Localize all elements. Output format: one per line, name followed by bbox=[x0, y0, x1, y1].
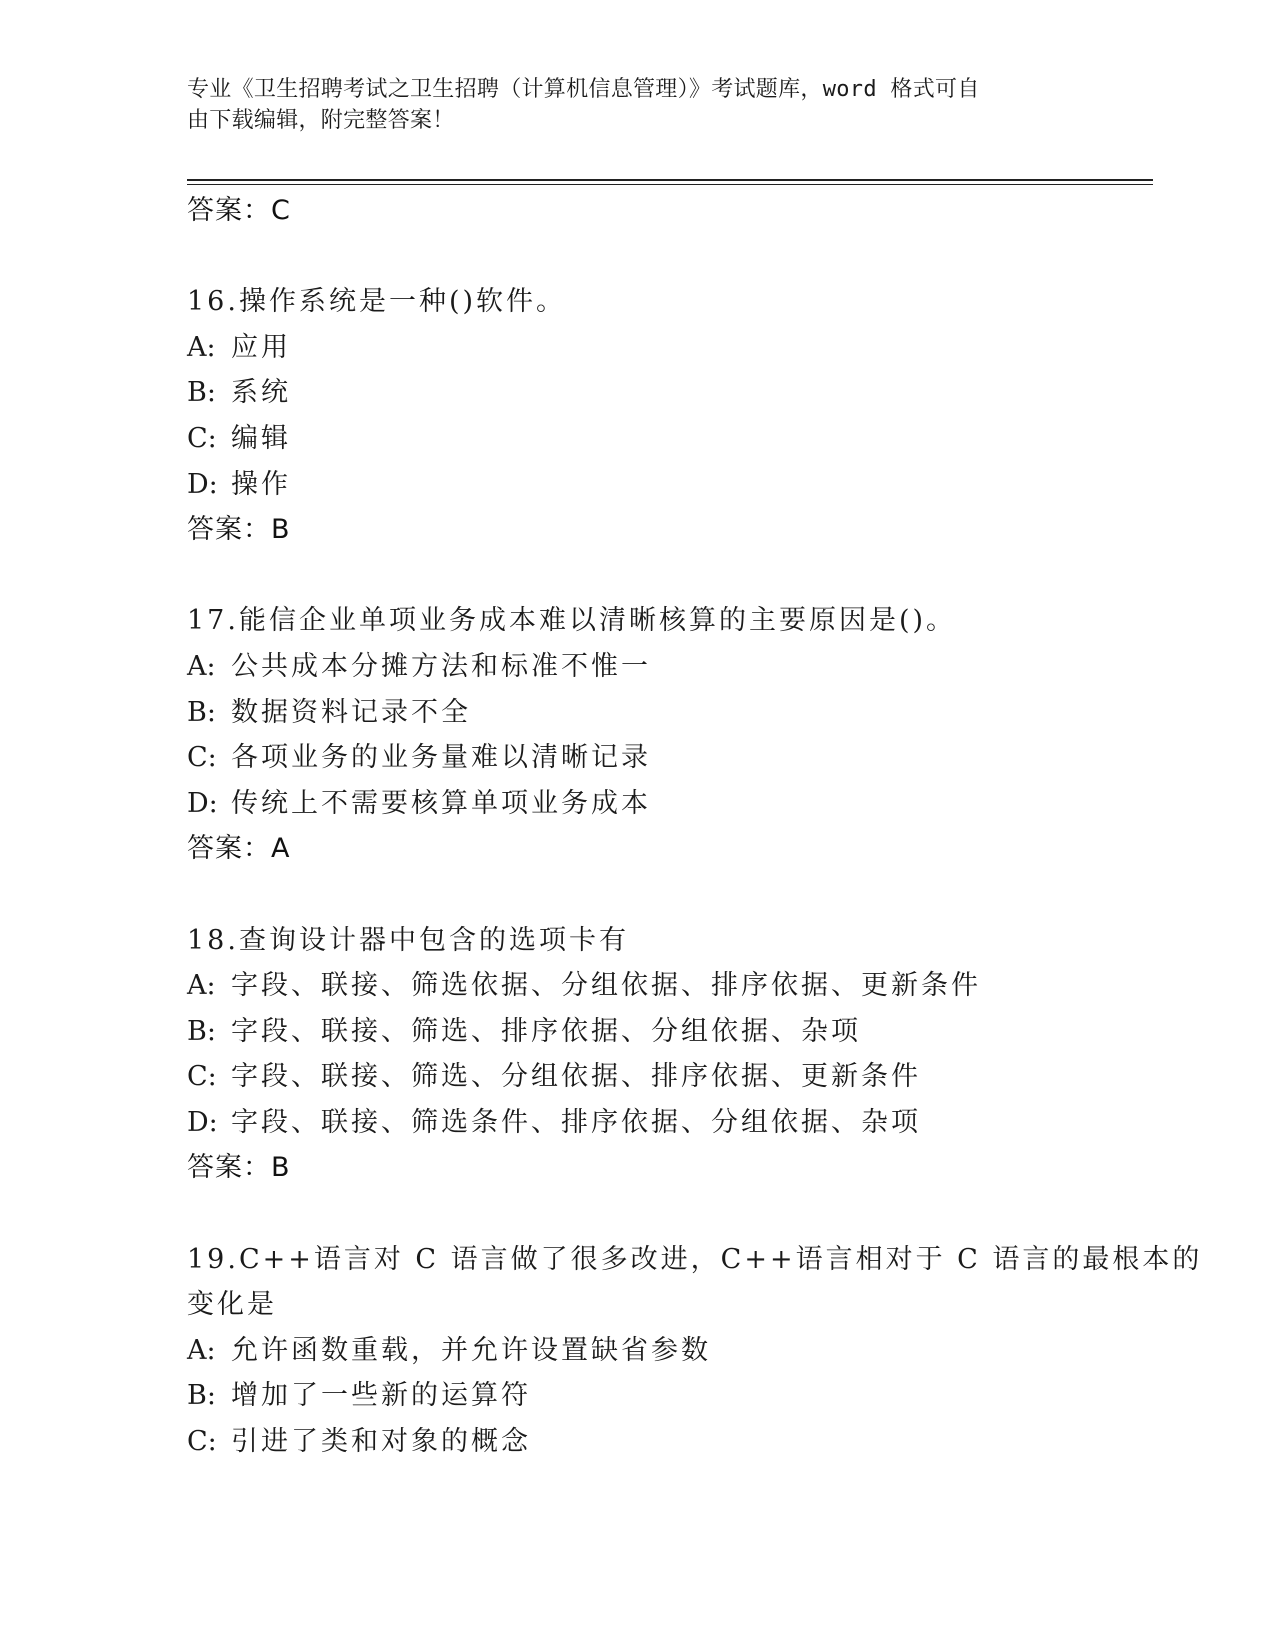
option-text: 数据资料记录不全 bbox=[231, 696, 471, 728]
option-b bbox=[187, 690, 1117, 736]
option-letter: B: bbox=[187, 696, 216, 728]
question-stem-line-1: 19.C++语言对 C 语言做了很多改进，C++语言相对于 C 语言的最根本的 bbox=[187, 1243, 1203, 1275]
option-letter: D: bbox=[187, 468, 218, 500]
answer: 答案：A bbox=[187, 833, 291, 865]
option-b bbox=[187, 370, 1117, 416]
option-text: 字段、联接、筛选、分组依据、排序依据、更新条件 bbox=[231, 1061, 921, 1093]
question-16 bbox=[187, 279, 1117, 553]
question-stem: 18.查询设计器中包含的选项卡有 bbox=[187, 924, 629, 956]
option-c bbox=[187, 1054, 1117, 1100]
question-18 bbox=[187, 918, 1117, 1192]
header-divider bbox=[187, 179, 1153, 185]
option-text: 操作 bbox=[231, 468, 291, 500]
question-stem-line-2: 变化是 bbox=[187, 1289, 277, 1321]
option-a bbox=[187, 1328, 1117, 1374]
question-stem: 17.能信企业单项业务成本难以清晰核算的主要原因是()。 bbox=[187, 605, 957, 637]
option-letter: B: bbox=[187, 377, 216, 409]
option-b bbox=[187, 1009, 1117, 1055]
header-line-2: 由下载编辑，附完整答案！ bbox=[187, 108, 455, 133]
option-text: 字段、联接、筛选依据、分组依据、排序依据、更新条件 bbox=[231, 970, 981, 1002]
option-b bbox=[187, 1373, 1117, 1419]
answer: 答案：B bbox=[187, 514, 291, 546]
option-text: 增加了一些新的运算符 bbox=[231, 1380, 531, 1412]
option-text: 允许函数重载，并允许设置缺省参数 bbox=[231, 1334, 711, 1366]
option-text: 字段、联接、筛选条件、排序依据、分组依据、杂项 bbox=[231, 1106, 921, 1138]
question-stem: 16.操作系统是一种()软件。 bbox=[187, 286, 567, 318]
answer: 答案：B bbox=[187, 1152, 291, 1184]
option-letter: C: bbox=[187, 742, 217, 774]
option-letter: D: bbox=[187, 787, 218, 819]
option-a bbox=[187, 325, 1117, 371]
option-d bbox=[187, 1100, 1117, 1146]
option-letter: C: bbox=[187, 422, 217, 454]
option-text: 引进了类和对象的概念 bbox=[231, 1426, 531, 1458]
option-text: 系统 bbox=[231, 377, 291, 409]
spacer bbox=[187, 234, 1117, 280]
option-letter: C: bbox=[187, 1426, 217, 1458]
spacer bbox=[187, 553, 1117, 599]
option-text: 传统上不需要核算单项业务成本 bbox=[231, 787, 651, 819]
option-letter: A: bbox=[187, 331, 216, 363]
option-d bbox=[187, 462, 1117, 508]
question-17 bbox=[187, 598, 1117, 872]
option-letter: A: bbox=[187, 650, 216, 682]
option-a bbox=[187, 963, 1117, 1009]
option-text: 应用 bbox=[231, 331, 291, 363]
option-text: 编辑 bbox=[231, 422, 291, 454]
option-letter: B: bbox=[187, 1015, 216, 1047]
option-text: 字段、联接、筛选、排序依据、分组依据、杂项 bbox=[231, 1015, 861, 1047]
spacer bbox=[187, 1191, 1117, 1237]
option-letter: C: bbox=[187, 1061, 217, 1093]
spacer bbox=[187, 872, 1117, 918]
option-letter: A: bbox=[187, 970, 216, 1002]
option-a bbox=[187, 644, 1117, 690]
option-c bbox=[187, 735, 1117, 781]
question-list bbox=[187, 188, 1203, 1465]
option-letter: D: bbox=[187, 1106, 218, 1138]
option-letter: A: bbox=[187, 1334, 216, 1366]
option-text: 公共成本分摊方法和标准不惟一 bbox=[231, 650, 651, 682]
question-19 bbox=[187, 1237, 1203, 1465]
option-d bbox=[187, 781, 1117, 827]
option-letter: B: bbox=[187, 1380, 216, 1412]
previous-answer: 答案：C bbox=[187, 195, 291, 226]
header-line-1: 专业《卫生招聘考试之卫生招聘（计算机信息管理）》考试题库，word 格式可自 bbox=[187, 77, 980, 102]
option-text: 各项业务的业务量难以清晰记录 bbox=[231, 742, 651, 774]
document-header bbox=[187, 74, 1087, 136]
option-c bbox=[187, 416, 1117, 462]
option-c bbox=[187, 1419, 1117, 1465]
